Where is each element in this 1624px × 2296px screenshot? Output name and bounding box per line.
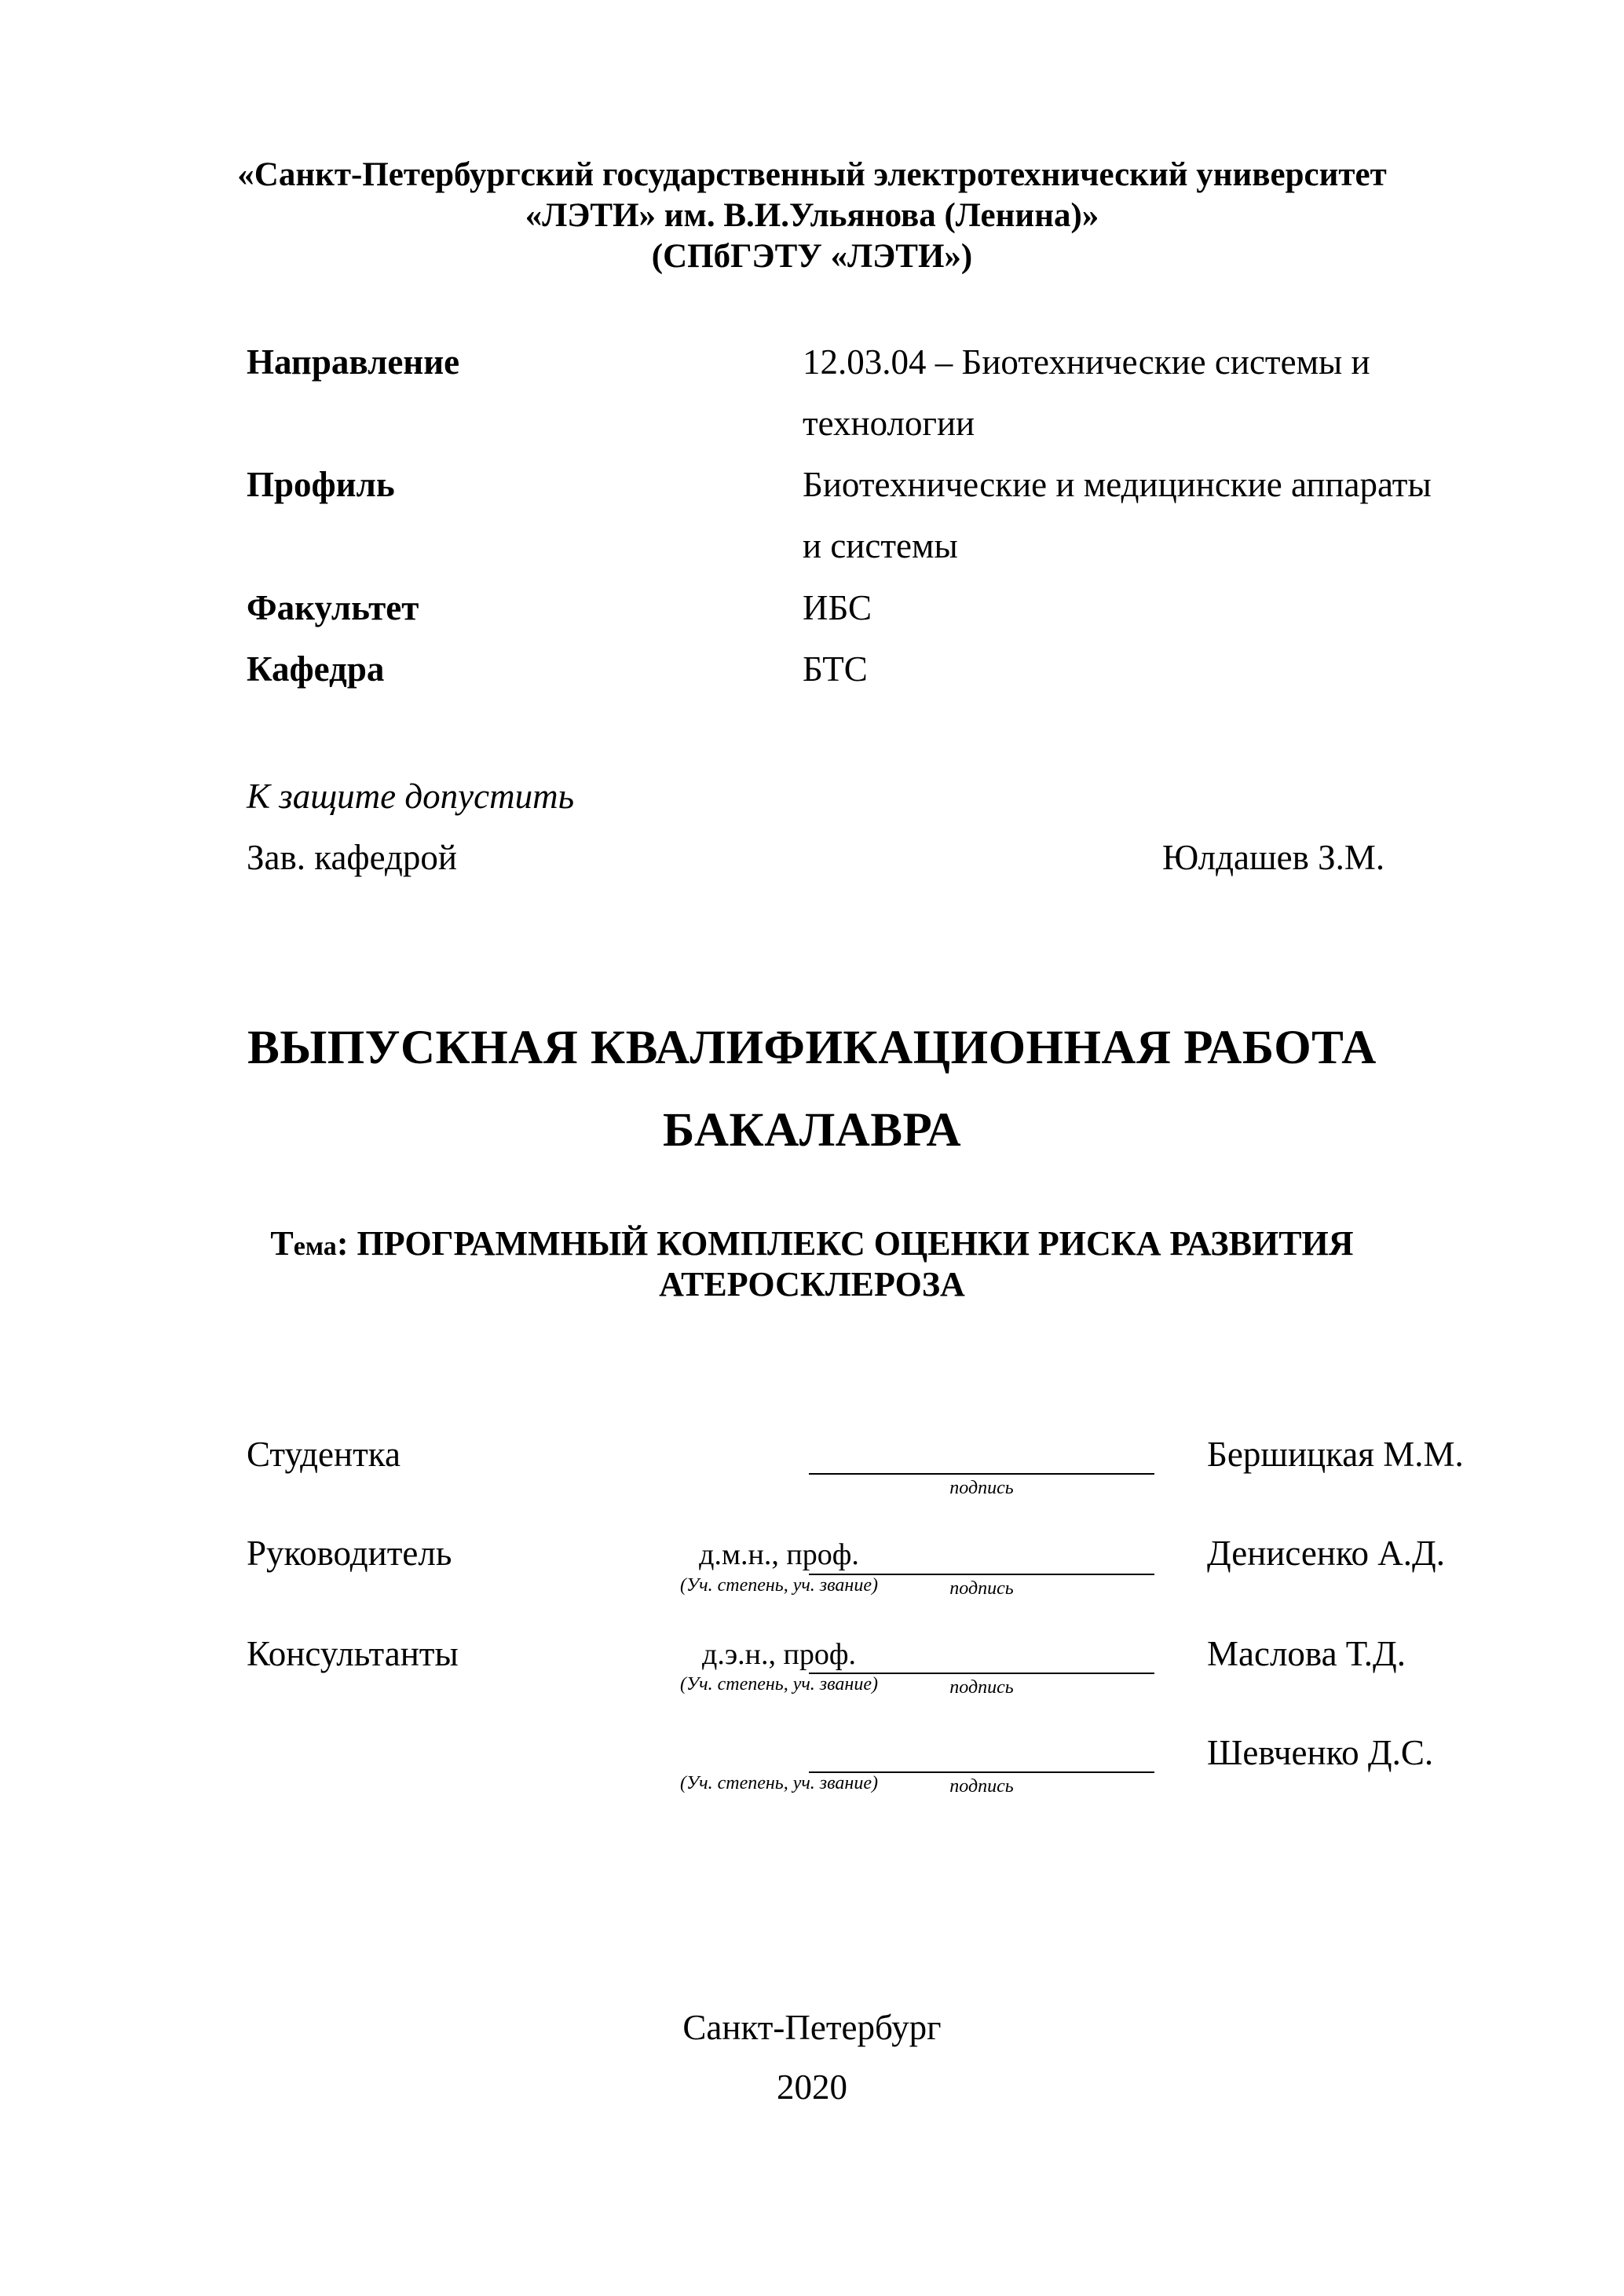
supervisor-degree: д.м.н., проф. — [699, 1538, 859, 1571]
consultant1-degree-caption: (Уч. степень, уч. звание) — [680, 1674, 878, 1695]
consultant2-signature-caption: подпись — [949, 1776, 1014, 1797]
head-of-department-name: Юлдашев З.М. — [1162, 838, 1385, 877]
topic-prefix-colon: : — [336, 1224, 349, 1263]
student-signature-caption: подпись — [949, 1478, 1014, 1498]
work-title-line2: БАКАЛАВРА — [662, 1104, 962, 1157]
faculty-label: Факультет — [247, 588, 419, 627]
faculty-value: ИБС — [803, 588, 872, 627]
student-role: Студентка — [247, 1435, 401, 1474]
supervisor-signature-caption: подпись — [949, 1578, 1014, 1599]
work-title-line1: ВЫПУСКНАЯ КВАЛИФИКАЦИОННАЯ РАБОТА — [247, 1022, 1377, 1074]
department-value: БТС — [803, 649, 868, 689]
direction-value-line2: технологии — [803, 404, 975, 443]
consultant1-signature-caption: подпись — [949, 1677, 1014, 1698]
consultant2-name: Шевченко Д.С. — [1207, 1733, 1434, 1772]
supervisor-role: Руководитель — [247, 1534, 452, 1573]
consultants-role: Консультанты — [247, 1634, 459, 1673]
university-abbreviation: (СПбГЭТУ «ЛЭТИ») — [651, 238, 973, 275]
student-signature-line — [809, 1473, 1154, 1475]
student-name: Бершицкая М.М. — [1207, 1435, 1464, 1474]
supervisor-signature-line — [809, 1574, 1154, 1575]
supervisor-name: Денисенко А.Д. — [1207, 1534, 1445, 1573]
year: 2020 — [777, 2067, 847, 2107]
topic-prefix-first-letter: Т — [270, 1224, 294, 1263]
profile-value-line2: и системы — [803, 526, 958, 565]
profile-label: Профиль — [247, 465, 395, 504]
department-label: Кафедра — [247, 649, 385, 689]
consultant2-degree-caption: (Уч. степень, уч. звание) — [680, 1773, 878, 1793]
consultant2-signature-line — [809, 1771, 1154, 1773]
consultant1-name: Маслова Т.Д. — [1207, 1634, 1406, 1673]
consultant1-signature-line — [809, 1673, 1154, 1674]
university-name-line1: «Санкт-Петербургский государственный электротехнический университет — [237, 156, 1387, 193]
direction-value-line1: 12.03.04 – Биотехнические системы и — [803, 342, 1370, 382]
direction-label: Направление — [247, 342, 460, 382]
supervisor-degree-caption: (Уч. степень, уч. звание) — [680, 1575, 878, 1596]
city: Санкт-Петербург — [682, 2008, 942, 2047]
head-of-department-label: Зав. кафедрой — [247, 838, 457, 877]
university-name-line2: «ЛЭТИ» им. В.И.Ульянова (Ленина)» — [525, 197, 1099, 234]
topic-line1 — [0, 1223, 1624, 1267]
profile-value-line1: Биотехнические и медицинские аппараты — [803, 465, 1432, 504]
consultant1-degree: д.э.н., проф. — [702, 1638, 856, 1671]
topic-prefix-rest: ема — [293, 1232, 337, 1261]
topic-text-line1: ПРОГРАММНЫЙ КОМПЛЕКС ОЦЕНКИ РИСКА РАЗВИТИЯ — [357, 1224, 1354, 1263]
topic-text-line2: АТЕРОСКЛЕРОЗА — [659, 1265, 965, 1303]
admit-to-defense: К защите допустить — [247, 777, 575, 816]
